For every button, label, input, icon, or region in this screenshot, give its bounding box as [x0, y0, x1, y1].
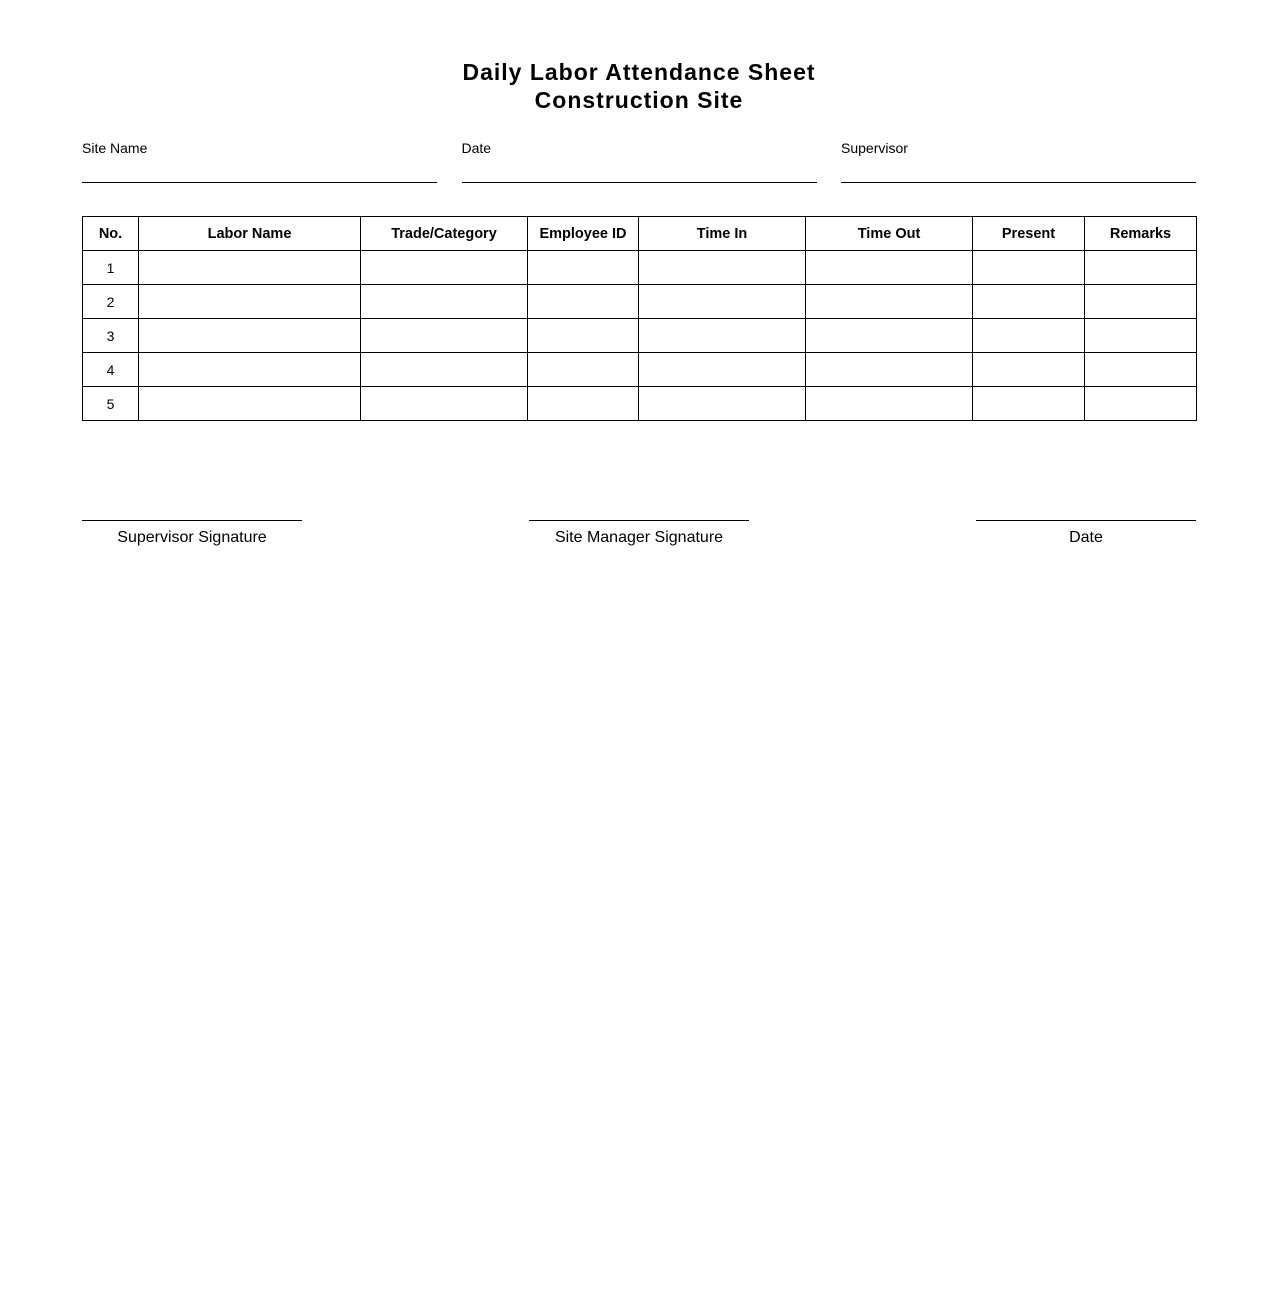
cell-time-in[interactable]: [639, 251, 806, 285]
cell-labor-name[interactable]: [139, 387, 361, 421]
column-header-time-in: Time In: [639, 217, 806, 251]
cell-trade[interactable]: [361, 251, 528, 285]
column-header-labor-name: Labor Name: [139, 217, 361, 251]
cell-no: 3: [83, 319, 139, 353]
cell-time-out[interactable]: [806, 353, 973, 387]
table-row: [83, 353, 1197, 387]
title-line-1: Daily Labor Attendance Sheet: [462, 59, 816, 85]
cell-labor-name[interactable]: [139, 319, 361, 353]
cell-present[interactable]: [973, 319, 1085, 353]
cell-labor-name[interactable]: [139, 251, 361, 285]
table-row: [83, 319, 1197, 353]
cell-trade[interactable]: [361, 387, 528, 421]
attendance-table: [82, 216, 1197, 421]
cell-remarks[interactable]: [1085, 285, 1197, 319]
cell-remarks[interactable]: [1085, 387, 1197, 421]
site-manager-signature-label: Site Manager Signature: [554, 529, 724, 546]
table-row: [83, 285, 1197, 319]
supervisor-field: [841, 139, 1196, 183]
site-name-label: Site Name: [82, 140, 148, 156]
date-input-line[interactable]: [462, 182, 817, 183]
supervisor-signature-label: Supervisor Signature: [117, 529, 267, 546]
column-header-present: Present: [973, 217, 1085, 251]
cell-time-in[interactable]: [639, 387, 806, 421]
site-name-field: [82, 139, 437, 183]
cell-no: 1: [83, 251, 139, 285]
title-line-2: Construction Site: [534, 87, 744, 113]
column-header-remarks: Remarks: [1085, 217, 1197, 251]
cell-trade[interactable]: [361, 319, 528, 353]
site-name-input-line[interactable]: [82, 182, 437, 183]
site-manager-signature-block: [529, 520, 749, 548]
table-header-row: [83, 217, 1197, 251]
cell-present[interactable]: [973, 285, 1085, 319]
cell-no: 2: [83, 285, 139, 319]
cell-present[interactable]: [973, 353, 1085, 387]
supervisor-signature-line[interactable]: [82, 520, 302, 521]
cell-present[interactable]: [973, 251, 1085, 285]
cell-employee-id[interactable]: [528, 285, 639, 319]
signature-date-label: Date: [1069, 529, 1103, 546]
cell-time-in[interactable]: [639, 285, 806, 319]
supervisor-input-line[interactable]: [841, 182, 1196, 183]
table-row: [83, 387, 1197, 421]
document-title: [0, 58, 1278, 114]
site-manager-signature-line[interactable]: [529, 520, 749, 521]
cell-time-out[interactable]: [806, 285, 973, 319]
cell-time-out[interactable]: [806, 251, 973, 285]
cell-time-out[interactable]: [806, 319, 973, 353]
date-label: Date: [461, 140, 492, 156]
cell-time-in[interactable]: [639, 353, 806, 387]
cell-no: 5: [83, 387, 139, 421]
signature-date-block: [976, 520, 1196, 548]
column-header-trade: Trade/Category: [361, 217, 528, 251]
cell-employee-id[interactable]: [528, 387, 639, 421]
signature-section: [82, 520, 1196, 560]
cell-remarks[interactable]: [1085, 319, 1197, 353]
cell-time-out[interactable]: [806, 387, 973, 421]
supervisor-label: Supervisor: [841, 140, 908, 156]
supervisor-signature-block: [82, 520, 302, 548]
table-row: [83, 251, 1197, 285]
cell-employee-id[interactable]: [528, 353, 639, 387]
date-field: [462, 139, 817, 183]
header-fields: [82, 139, 1196, 183]
cell-trade[interactable]: [361, 285, 528, 319]
cell-no: 4: [83, 353, 139, 387]
column-header-time-out: Time Out: [806, 217, 973, 251]
cell-employee-id[interactable]: [528, 319, 639, 353]
signature-date-line[interactable]: [976, 520, 1196, 521]
cell-labor-name[interactable]: [139, 285, 361, 319]
cell-employee-id[interactable]: [528, 251, 639, 285]
cell-remarks[interactable]: [1085, 251, 1197, 285]
column-header-no: No.: [83, 217, 139, 251]
column-header-employee-id: Employee ID: [528, 217, 639, 251]
cell-trade[interactable]: [361, 353, 528, 387]
cell-labor-name[interactable]: [139, 353, 361, 387]
cell-remarks[interactable]: [1085, 353, 1197, 387]
cell-time-in[interactable]: [639, 319, 806, 353]
cell-present[interactable]: [973, 387, 1085, 421]
